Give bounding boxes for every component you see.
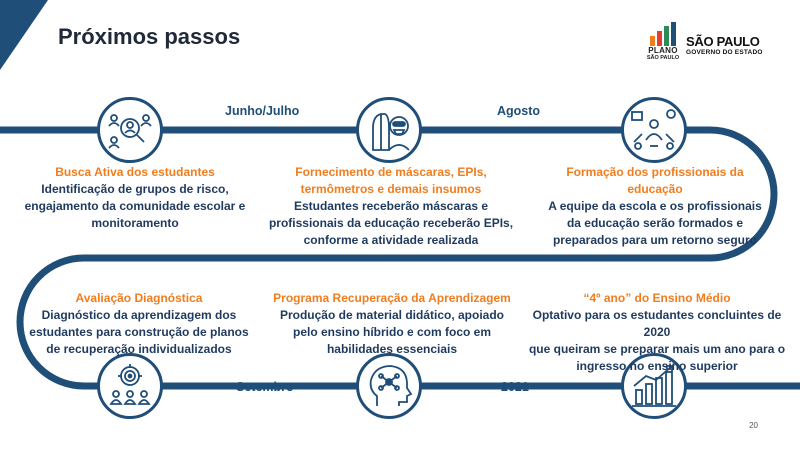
step-card-formacao — [530, 164, 780, 249]
gov-logo-subtext: GOVERNO DO ESTADO — [686, 49, 763, 56]
step-description-line: ingresso no ensino superior — [576, 359, 738, 373]
step-title: termômetros e demais insumos — [300, 182, 482, 196]
step-description-line: estudantes para construção de planos — [29, 325, 249, 339]
step-description-line: preparados para um retorno seguro — [552, 233, 758, 247]
step-card-4o-ano — [524, 290, 790, 375]
step-title: educação — [627, 182, 683, 196]
plano-logo-text: PLANO — [648, 46, 678, 55]
step-description-line: A equipe da escola e os profissionais — [548, 199, 762, 213]
step-description-line: monitoramento — [91, 216, 179, 230]
step-title: Busca Ativa dos estudantes — [55, 165, 215, 179]
step-description-line: profissionais da educação receberão EPIs, — [268, 216, 514, 230]
step-description-line: Produção de material didático, apoiado — [279, 308, 505, 322]
step-description-line: Optativo para os estudantes concluintes de 2020 — [532, 308, 782, 339]
search-people-icon — [100, 100, 160, 160]
step-circle-avaliacao — [97, 353, 163, 419]
step-description-line: Estudantes receberão máscaras e — [293, 199, 489, 213]
period-2021: 2021 — [501, 380, 529, 394]
step-description-line: engajamento da comunidade escolar e — [24, 199, 246, 213]
step-circle-epis — [356, 97, 422, 163]
period-setembro: Setembro — [236, 380, 294, 394]
step-description-line: de recuperação individualizados — [46, 342, 232, 356]
page-title: Próximos passos — [58, 24, 241, 49]
step-circle-busca-ativa — [97, 97, 163, 163]
step-title: Fornecimento de máscaras, EPIs, — [295, 165, 487, 179]
step-circle-formacao — [621, 97, 687, 163]
step-circle-recuperacao — [356, 353, 422, 419]
plano-logo-subtext: SÃO PAULO — [646, 55, 680, 61]
step-card-recuperacao — [264, 290, 520, 358]
step-card-epis — [262, 164, 520, 249]
step-title: Avaliação Diagnóstica — [75, 291, 203, 305]
step-description-line: habilidades essenciais — [326, 342, 458, 356]
step-title: “4º ano” do Ensino Médio — [583, 291, 731, 305]
step-description-line: da educação serão formados e — [566, 216, 744, 230]
period-agosto: Agosto — [497, 104, 541, 118]
gov-logo-text: SÃO PAULO — [686, 34, 760, 49]
step-title: Formação dos profissionais da — [566, 165, 744, 179]
page-number: 20 — [749, 421, 758, 430]
step-card-busca-ativa — [10, 164, 260, 232]
step-card-avaliacao — [14, 290, 264, 358]
step-description-line: Diagnóstico da aprendizagem dos — [41, 308, 237, 322]
step-description-line: conforme a atividade realizada — [303, 233, 479, 247]
step-description-line: pelo ensino híbrido e com foco em — [292, 325, 492, 339]
step-description-line: que queiram se preparar mais um ano para o — [528, 342, 786, 356]
period-junho-julho: Junho/Julho — [225, 104, 300, 118]
step-description-line: Identificação de grupos de risco, — [41, 182, 229, 196]
head-network-icon — [359, 356, 419, 416]
protective-equipment-icon — [359, 100, 419, 160]
step-title: Programa Recuperação da Aprendizagem — [273, 291, 511, 305]
teacher-training-icon — [624, 100, 684, 160]
target-group-icon — [100, 356, 160, 416]
